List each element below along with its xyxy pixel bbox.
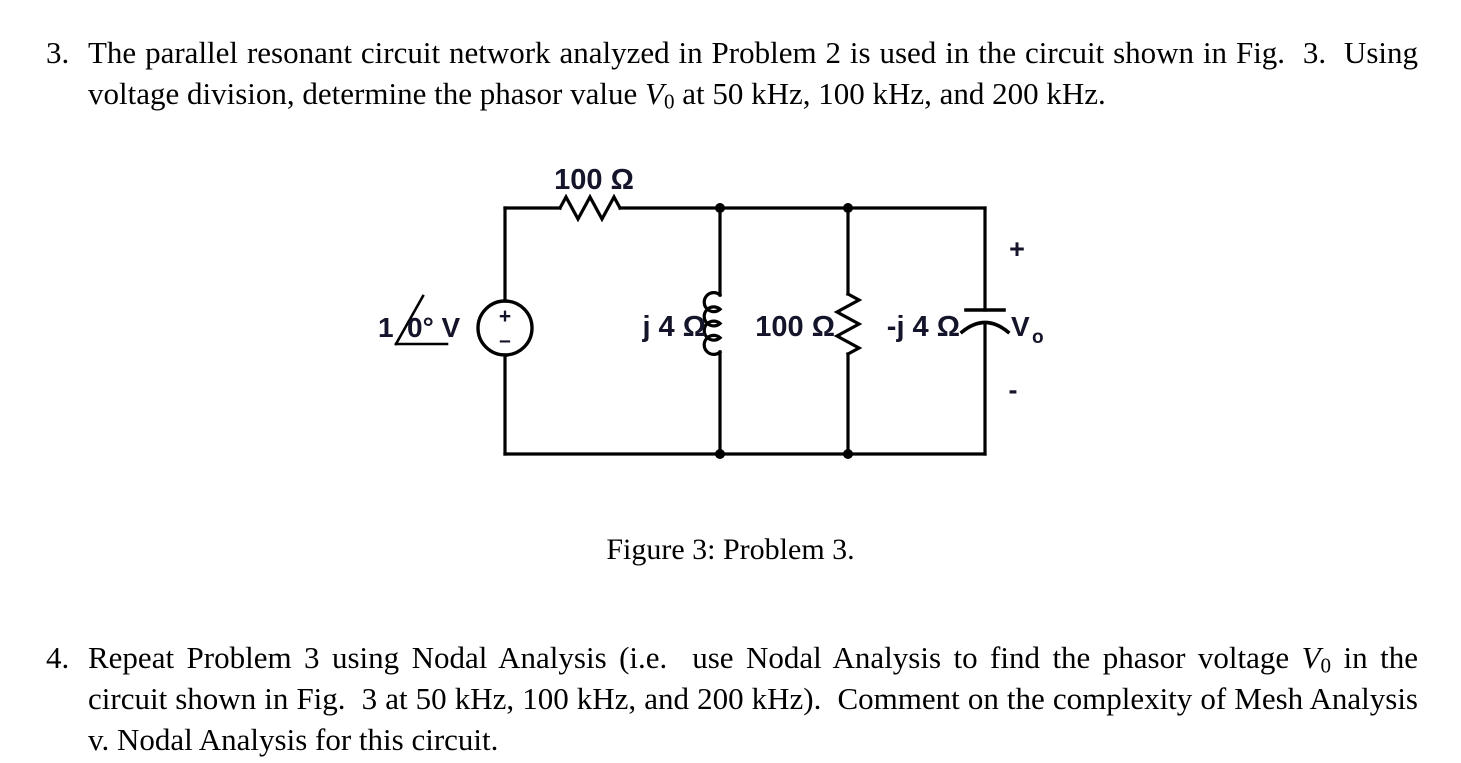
parallel-resistor xyxy=(837,294,859,354)
output-voltage-symbol: V xyxy=(1011,311,1030,342)
phasor-v0-symbol xyxy=(1301,640,1332,678)
series-resistor xyxy=(560,197,620,219)
output-polarity-minus: - xyxy=(1008,375,1018,405)
figure-caption: Figure 3: Problem 3. xyxy=(606,533,855,566)
problem-4 xyxy=(46,637,1418,760)
problem4-number: 4. xyxy=(46,640,70,675)
node-dot-bottom-right xyxy=(843,449,853,459)
problem3-text-after: at 50 kHz, 100 kHz, and 200 kHz. xyxy=(674,76,1106,111)
output-polarity-plus: + xyxy=(1009,234,1025,264)
source-angle-label: 0° V xyxy=(407,312,461,343)
parallel-resistor-label: 100 Ω xyxy=(755,311,835,343)
v-subscript: 0 xyxy=(663,89,675,114)
problem3-number: 3. xyxy=(46,35,70,70)
problem3-text-before: The parallel resonant circuit network analyzed in Problem 2 is used in the circuit shown in Fig. 3. Using voltage division, determine the phasor value xyxy=(88,35,1418,111)
source-magnitude-label: 1 xyxy=(378,312,394,343)
inductor-label: j 4 Ω xyxy=(642,311,706,343)
problem4-text-after: in the circuit shown in Fig. 3 at 50 kHz, 100 kHz, and 200 kHz). Comment on the complexity of Mesh Analysis v. Nodal Analysis for this circuit. xyxy=(88,640,1418,757)
node-dot-bottom-left xyxy=(715,449,725,459)
v-italic: V xyxy=(1301,640,1321,675)
node-dot-top-right xyxy=(843,203,853,213)
series-resistor-label: 100 Ω xyxy=(554,164,634,196)
problem4-text-before: Repeat Problem 3 using Nodal Analysis (i.e. use Nodal Analysis to find the phasor voltage xyxy=(88,640,1302,675)
capacitor-label: -j 4 Ω xyxy=(886,311,960,343)
node-dot-top-left xyxy=(715,203,725,213)
v-italic: V xyxy=(645,76,664,111)
v-subscript: 0 xyxy=(1320,653,1332,678)
output-voltage-subscript: o xyxy=(1032,327,1044,348)
inductor-coil xyxy=(704,293,720,355)
problem4-text xyxy=(88,637,1418,760)
source-polarity-minus: – xyxy=(499,329,511,352)
source-polarity-plus: + xyxy=(498,305,512,328)
